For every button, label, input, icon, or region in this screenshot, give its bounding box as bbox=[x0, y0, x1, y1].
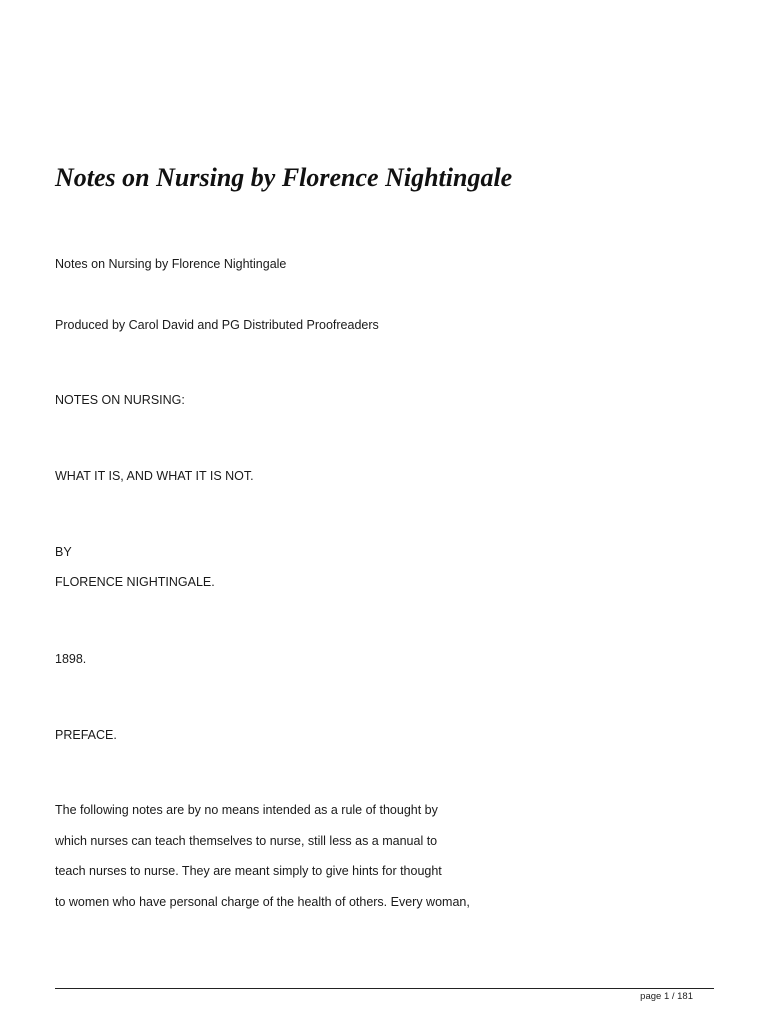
text-line-preface-heading: PREFACE. bbox=[55, 728, 117, 742]
text-line-paragraph: teach nurses to nurse. They are meant simply to give hints for thought bbox=[55, 864, 442, 878]
text-line-author: FLORENCE NIGHTINGALE. bbox=[55, 575, 215, 589]
text-line-paragraph: to women who have personal charge of the health of others. Every woman, bbox=[55, 895, 470, 909]
text-line-paragraph: which nurses can teach themselves to nurse, still less as a manual to bbox=[55, 834, 438, 848]
text-line-book-title: Notes on Nursing by Florence Nightingale bbox=[55, 257, 287, 271]
page-number: page 1 / 181 bbox=[640, 991, 693, 1002]
text-line-year: 1898. bbox=[55, 652, 87, 666]
text-line-by: BY bbox=[55, 545, 72, 559]
text-line-paragraph: The following notes are by no means intended as a rule of thought by bbox=[55, 803, 438, 817]
footer-divider bbox=[55, 988, 714, 989]
text-line-credits: Produced by Carol David and PG Distributed Proofreaders bbox=[55, 318, 379, 332]
text-line-heading: NOTES ON NURSING: bbox=[55, 393, 185, 407]
document-title: Notes on Nursing by Florence Nightingale bbox=[55, 163, 513, 192]
text-line-subheading: WHAT IT IS, AND WHAT IT IS NOT. bbox=[55, 469, 254, 483]
